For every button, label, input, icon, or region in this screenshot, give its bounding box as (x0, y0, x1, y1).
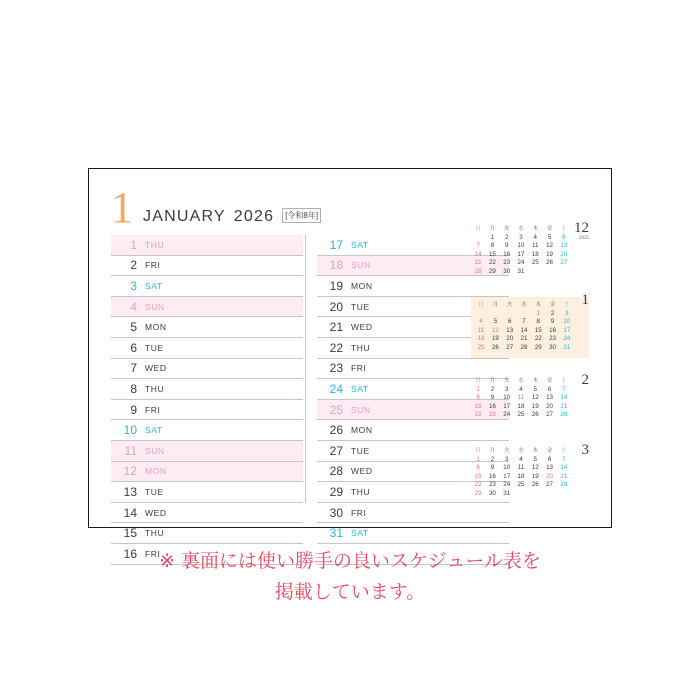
mini-week-row (471, 403, 571, 412)
day-row[interactable] (111, 256, 303, 277)
mini-day-cell[interactable]: 12 (531, 394, 539, 402)
mini-week-row (471, 234, 571, 243)
mini-month-february (471, 372, 589, 420)
day-number: 11 (124, 443, 137, 458)
mini-day-cell[interactable]: 24 (503, 411, 511, 419)
mini-day-cell[interactable]: 13 (506, 326, 514, 334)
mini-month-table (471, 447, 571, 499)
mini-day-cell[interactable]: 11 (532, 242, 539, 250)
mini-day-cell[interactable]: 16 (488, 472, 496, 480)
mini-day-cell[interactable]: 2 (504, 233, 509, 241)
mini-week-row (474, 318, 574, 327)
mini-day-cell[interactable]: 5 (533, 455, 537, 463)
mini-weekday-header-row (471, 447, 571, 456)
mini-day-cell[interactable]: 25 (477, 343, 485, 351)
mini-day-cell[interactable] (471, 234, 485, 243)
mini-day-cell[interactable]: 31 (503, 489, 511, 497)
mini-weekday-head: 火 (504, 226, 510, 232)
mini-weekday-head: 水 (521, 302, 527, 308)
mini-day-cell[interactable]: 30 (503, 267, 511, 275)
mini-day-cell[interactable]: 31 (563, 343, 571, 351)
mini-day-cell[interactable]: 8 (476, 464, 480, 472)
mini-day-cell[interactable]: 2 (490, 385, 495, 393)
caption-line-2: 掲載しています。 (274, 581, 426, 603)
mini-day-cell[interactable]: 28 (560, 411, 568, 419)
day-row[interactable] (111, 462, 303, 483)
mini-week-row (471, 490, 571, 499)
mini-day-cell[interactable] (528, 490, 542, 499)
mini-day-cell[interactable]: 16 (503, 250, 511, 258)
day-row[interactable] (111, 420, 303, 441)
mini-day-cell[interactable]: 26 (531, 411, 539, 419)
day-weekday: FRI (351, 507, 367, 518)
mini-day-cell[interactable]: 14 (520, 326, 528, 334)
mini-day-cell[interactable]: 9 (550, 318, 555, 326)
mini-day-cell[interactable]: 24 (503, 481, 511, 489)
day-number: 25 (329, 402, 343, 417)
day-weekday: THU (145, 383, 165, 394)
day-row[interactable] (317, 276, 509, 297)
day-number: 14 (123, 505, 137, 520)
mini-weekday-head: 火 (504, 448, 510, 454)
mini-day-cell[interactable]: 19 (546, 250, 553, 258)
day-number: 1 (130, 237, 137, 252)
day-weekday: MON (145, 322, 167, 333)
mini-day-cell[interactable]: 28 (520, 343, 528, 351)
mini-day-cell[interactable]: 22 (488, 259, 496, 267)
mini-day-cell[interactable] (503, 310, 517, 319)
day-number: 3 (130, 278, 137, 293)
day-number: 30 (329, 505, 343, 520)
mini-month-january (471, 292, 589, 358)
day-number: 9 (130, 402, 137, 417)
mini-weekday-header-row (471, 377, 571, 386)
mini-day-cell[interactable]: 14 (560, 464, 568, 472)
mini-weekday-head: 木 (532, 378, 538, 384)
mini-weekday-head: 土 (561, 448, 567, 454)
mini-day-cell[interactable]: 8 (536, 318, 540, 326)
mini-day-cell[interactable]: 3 (504, 455, 509, 463)
mini-weekday-head: 金 (546, 226, 553, 232)
day-weekday: FRI (351, 363, 367, 374)
day-number: 31 (329, 526, 343, 541)
mini-day-cell[interactable]: 8 (476, 394, 480, 402)
day-weekday: THU (351, 486, 371, 497)
mini-day-cell[interactable]: 17 (503, 402, 511, 410)
mini-week-row (471, 464, 571, 473)
mini-day-cell[interactable]: 20 (546, 402, 553, 410)
day-row[interactable] (111, 359, 303, 380)
mini-weekday-head: 火 (504, 378, 510, 384)
day-number: 6 (130, 340, 137, 355)
day-number: 7 (130, 361, 137, 376)
day-number: 12 (123, 464, 137, 479)
mini-weekday-head: 日 (475, 448, 481, 454)
column-divider (305, 235, 306, 503)
mini-weekday-head: 水 (518, 226, 524, 232)
mini-week-row (471, 386, 571, 395)
mini-day-cell[interactable]: 14 (560, 394, 568, 402)
mini-month-label: 3 (581, 442, 589, 458)
mini-day-cell[interactable]: 22 (474, 481, 482, 489)
day-weekday: TUE (145, 486, 164, 497)
mini-day-cell[interactable]: 29 (474, 489, 482, 497)
mini-day-cell[interactable]: 5 (493, 318, 498, 326)
mini-day-cell[interactable] (514, 490, 528, 499)
mini-day-cell[interactable]: 9 (504, 242, 509, 250)
mini-weekday-head: 木 (535, 302, 541, 308)
day-number: 28 (329, 464, 343, 479)
caption-line-1: ※ 裏面には使い勝手の良いスケジュール表を (159, 550, 541, 572)
mini-weekday-head: 月 (492, 302, 499, 308)
mini-day-cell[interactable]: 7 (522, 318, 526, 326)
day-number: 17 (329, 237, 343, 252)
day-row[interactable] (111, 235, 303, 256)
day-row[interactable] (317, 503, 509, 524)
day-weekday: SUN (145, 445, 165, 456)
mini-day-cell[interactable]: 16 (488, 402, 496, 410)
mini-day-cell[interactable] (557, 268, 571, 277)
mini-day-cell[interactable]: 4 (519, 455, 523, 463)
day-weekday: TUE (145, 342, 164, 353)
mini-day-cell[interactable]: 30 (549, 343, 556, 351)
mini-week-row (471, 268, 571, 277)
mini-day-cell[interactable]: 27 (546, 411, 553, 419)
mini-day-cell[interactable]: 1 (476, 385, 480, 393)
mini-day-cell[interactable]: 26 (546, 259, 553, 267)
mini-day-cell[interactable]: 18 (517, 472, 525, 480)
day-column-left (111, 235, 303, 565)
mini-day-cell[interactable]: 22 (474, 411, 482, 419)
mini-day-cell[interactable]: 25 (531, 259, 539, 267)
day-weekday: MON (145, 466, 167, 477)
mini-weekday-head: 木 (532, 226, 538, 232)
mini-day-cell[interactable]: 4 (533, 233, 537, 241)
page-title: 1 (111, 183, 133, 232)
mini-day-cell[interactable]: 7 (476, 242, 480, 250)
day-weekday: THU (351, 342, 371, 353)
mini-day-cell[interactable]: 13 (546, 394, 553, 402)
day-weekday: TUE (351, 301, 370, 312)
mini-week-row (471, 473, 571, 482)
mini-day-cell[interactable]: 12 (531, 464, 539, 472)
day-weekday: MON (351, 425, 373, 436)
mini-day-cell[interactable]: 21 (474, 259, 482, 267)
mini-day-cell[interactable]: 14 (474, 250, 482, 258)
mini-day-cell[interactable]: 19 (491, 335, 499, 343)
mini-day-cell[interactable]: 29 (534, 343, 542, 351)
mini-day-cell[interactable]: 18 (517, 402, 525, 410)
mini-weekday-head: 金 (546, 448, 553, 454)
day-row[interactable] (317, 523, 509, 544)
mini-day-cell[interactable]: 17 (563, 326, 571, 334)
mini-weekday-head: 火 (507, 302, 513, 308)
mini-day-cell[interactable]: 25 (517, 481, 525, 489)
mini-day-cell[interactable]: 15 (534, 326, 542, 334)
mini-weekday-head: 土 (564, 302, 570, 308)
mini-day-cell[interactable]: 19 (531, 472, 539, 480)
mini-week-row (471, 411, 571, 420)
day-number: 10 (123, 423, 137, 438)
mini-day-cell[interactable]: 7 (562, 385, 566, 393)
mini-weekday-head: 日 (475, 226, 481, 232)
day-weekday: FRI (145, 260, 161, 271)
mini-day-cell[interactable]: 2 (490, 455, 495, 463)
mini-day-cell[interactable]: 28 (474, 267, 482, 275)
day-weekday: FRI (145, 548, 161, 559)
mini-month-label: 1 (581, 292, 589, 308)
mini-day-cell[interactable]: 20 (506, 335, 514, 343)
mini-week-row (471, 259, 571, 268)
day-weekday: WED (351, 322, 373, 333)
bottom-caption (0, 546, 700, 608)
day-weekday: SAT (351, 239, 369, 250)
mini-week-row (471, 481, 571, 490)
mini-day-cell[interactable]: 24 (563, 335, 571, 343)
mini-weekday-head: 水 (518, 378, 524, 384)
day-weekday: WED (145, 507, 167, 518)
mini-day-cell[interactable]: 10 (563, 318, 571, 326)
mini-day-cell[interactable]: 10 (503, 394, 511, 402)
mini-day-cell[interactable]: 16 (549, 326, 556, 334)
month-name-label: JANUARY (143, 208, 226, 225)
mini-day-cell[interactable]: 12 (491, 326, 499, 334)
mini-day-cell[interactable]: 9 (490, 464, 495, 472)
day-number: 22 (329, 340, 343, 355)
mini-day-cell[interactable]: 6 (562, 233, 566, 241)
day-row[interactable] (111, 441, 303, 462)
day-row[interactable] (111, 400, 303, 421)
mini-week-row (474, 310, 574, 319)
day-number: 13 (123, 484, 137, 499)
mini-month-table (474, 301, 574, 353)
mini-month-year: 2025 (579, 236, 589, 241)
mini-day-cell[interactable]: 10 (517, 242, 525, 250)
mini-day-cell[interactable]: 24 (517, 259, 525, 267)
mini-day-cell[interactable]: 12 (546, 242, 553, 250)
mini-month-table (471, 225, 571, 277)
mini-day-cell[interactable]: 21 (560, 402, 568, 410)
day-number: 27 (329, 443, 343, 458)
mini-day-cell[interactable]: 11 (477, 326, 485, 334)
mini-day-cell[interactable]: 3 (504, 385, 509, 393)
day-number: 18 (329, 258, 343, 273)
day-weekday: THU (145, 239, 165, 250)
day-weekday: SUN (351, 404, 371, 415)
mini-weekday-head: 月 (489, 226, 496, 232)
day-number: 29 (329, 484, 343, 499)
day-number: 19 (329, 278, 343, 293)
mini-day-cell[interactable]: 25 (517, 411, 525, 419)
mini-day-cell[interactable]: 6 (547, 455, 552, 463)
mini-month-table (471, 377, 571, 420)
mini-day-cell[interactable]: 30 (488, 489, 496, 497)
mini-weekday-head: 金 (546, 378, 553, 384)
mini-day-cell[interactable] (528, 268, 542, 277)
mini-day-cell[interactable]: 13 (546, 464, 553, 472)
mini-day-cell[interactable]: 20 (546, 472, 553, 480)
mini-day-cell[interactable]: 18 (477, 335, 485, 343)
day-number: 20 (329, 299, 343, 314)
day-row[interactable] (111, 276, 303, 297)
day-weekday: SUN (351, 260, 371, 271)
mini-week-row (474, 335, 574, 344)
mini-day-cell[interactable]: 23 (488, 411, 496, 419)
day-number: 15 (123, 526, 137, 541)
mini-weekday-head: 月 (489, 378, 496, 384)
mini-day-cell[interactable] (542, 268, 556, 277)
mini-day-cell[interactable]: 5 (547, 233, 552, 241)
mini-day-cell[interactable]: 1 (490, 233, 495, 241)
mini-day-cell[interactable]: 26 (531, 481, 539, 489)
day-weekday: WED (351, 466, 373, 477)
mini-day-cell[interactable]: 27 (560, 259, 568, 267)
mini-day-cell[interactable]: 3 (519, 233, 523, 241)
mini-month-label: 12 2025 (574, 220, 589, 241)
day-weekday: FRI (145, 404, 161, 415)
mini-day-cell[interactable] (557, 490, 571, 499)
day-number: 23 (329, 361, 343, 376)
mini-day-cell[interactable] (488, 310, 502, 319)
mini-day-cell[interactable]: 15 (474, 402, 482, 410)
mini-weekday-head: 土 (561, 378, 567, 384)
day-number: 21 (329, 320, 343, 335)
day-weekday: SAT (145, 425, 163, 436)
mini-day-cell[interactable]: 17 (517, 250, 525, 258)
mini-day-cell[interactable]: 1 (536, 309, 540, 317)
mini-day-cell[interactable]: 18 (531, 250, 539, 258)
mini-weekday-header-row (474, 301, 574, 310)
day-row[interactable] (111, 379, 303, 400)
mini-day-cell[interactable]: 26 (491, 343, 499, 351)
day-row[interactable] (111, 317, 303, 338)
mini-weekday-head: 日 (478, 302, 484, 308)
day-number: 2 (130, 258, 137, 273)
mini-week-row (471, 242, 571, 251)
mini-day-cell[interactable]: 11 (517, 394, 525, 402)
mini-week-row (471, 456, 571, 465)
day-weekday: WED (145, 363, 167, 374)
day-number: 8 (130, 381, 137, 396)
mini-day-cell[interactable]: 1 (476, 455, 480, 463)
mini-day-cell[interactable]: 9 (490, 394, 495, 402)
mini-weekday-head: 月 (489, 448, 496, 454)
mini-day-cell[interactable]: 3 (565, 309, 569, 317)
mini-day-cell[interactable]: 28 (560, 481, 568, 489)
mini-day-cell[interactable]: 4 (519, 385, 523, 393)
day-weekday: MON (351, 280, 373, 291)
mini-day-cell[interactable]: 23 (488, 481, 496, 489)
day-weekday: THU (145, 528, 165, 539)
mini-day-cell[interactable]: 6 (507, 318, 512, 326)
day-weekday: SAT (145, 280, 163, 291)
mini-weekday-header-row (471, 225, 571, 234)
day-weekday: SUN (145, 301, 165, 312)
mini-day-cell[interactable]: 11 (517, 464, 525, 472)
mini-day-cell[interactable]: 8 (490, 242, 495, 250)
mini-day-cell[interactable]: 31 (517, 267, 525, 275)
day-weekday: SAT (351, 383, 369, 394)
day-number: 4 (130, 299, 137, 314)
day-row[interactable] (111, 503, 303, 524)
mini-day-cell[interactable]: 29 (488, 267, 496, 275)
day-number: 24 (329, 381, 343, 396)
mini-day-cell[interactable]: 17 (503, 472, 511, 480)
day-row[interactable] (111, 297, 303, 318)
mini-month-label: 2 (581, 372, 589, 388)
mini-week-row (474, 344, 574, 353)
mini-day-cell[interactable] (542, 490, 556, 499)
day-weekday: SAT (351, 528, 369, 539)
mini-week-row (474, 327, 574, 336)
calendar-header (111, 183, 321, 232)
mini-day-cell[interactable]: 27 (546, 481, 553, 489)
mini-day-cell[interactable]: 23 (549, 335, 556, 343)
mini-day-cell[interactable] (517, 310, 531, 319)
mini-weekday-head: 木 (532, 448, 538, 454)
mini-day-cell[interactable]: 2 (550, 309, 555, 317)
day-row[interactable] (111, 338, 303, 359)
mini-day-cell[interactable]: 27 (506, 343, 514, 351)
day-number: 26 (329, 423, 343, 438)
mini-weekday-head: 水 (518, 448, 524, 454)
mini-day-cell[interactable]: 23 (503, 259, 511, 267)
mini-week-row (471, 394, 571, 403)
mini-month-march (471, 442, 589, 499)
mini-week-row (471, 251, 571, 260)
day-row[interactable] (111, 482, 303, 503)
mini-day-cell[interactable]: 21 (560, 472, 568, 480)
era-label: [令和8年] (282, 208, 321, 223)
mini-weekday-head: 日 (475, 378, 481, 384)
mini-weekday-head: 金 (549, 302, 556, 308)
day-row[interactable] (111, 523, 303, 544)
year-label: 2026 (233, 208, 275, 225)
mini-day-cell[interactable]: 22 (534, 335, 542, 343)
mini-day-cell[interactable]: 20 (560, 250, 568, 258)
mini-day-cell[interactable]: 21 (520, 335, 528, 343)
day-number: 16 (123, 546, 137, 561)
mini-day-cell[interactable]: 6 (547, 385, 552, 393)
mini-day-cell[interactable]: 7 (562, 455, 566, 463)
mini-day-cell[interactable]: 4 (479, 318, 483, 326)
mini-month-december (471, 220, 589, 277)
mini-day-cell[interactable]: 19 (531, 402, 539, 410)
mini-day-cell[interactable]: 15 (488, 250, 496, 258)
mini-day-cell[interactable]: 5 (533, 385, 537, 393)
day-row[interactable] (317, 420, 509, 441)
day-number: 5 (130, 320, 137, 335)
mini-day-cell[interactable]: 13 (560, 242, 568, 250)
mini-day-cell[interactable]: 10 (503, 464, 511, 472)
day-weekday: TUE (351, 445, 370, 456)
mini-day-cell[interactable]: 15 (474, 472, 482, 480)
mini-day-cell[interactable] (474, 310, 488, 319)
mini-weekday-head: 土 (561, 226, 567, 232)
